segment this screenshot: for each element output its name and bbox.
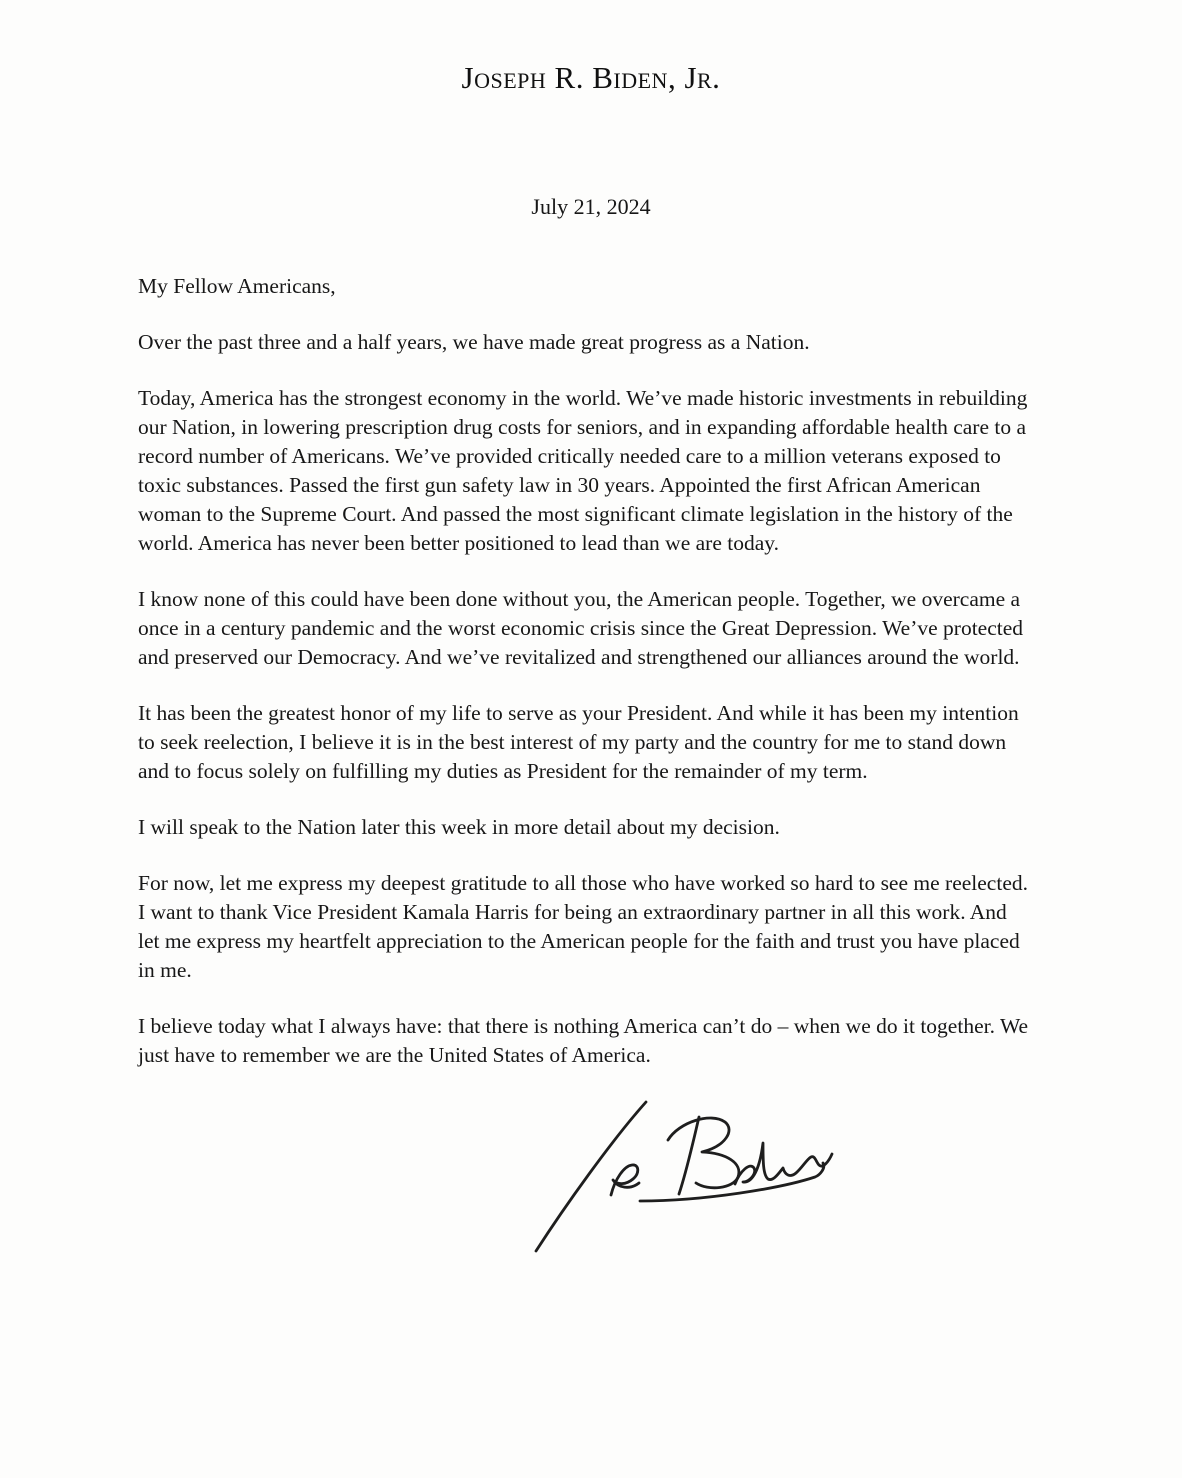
salutation: My Fellow Americans, [138,274,336,298]
paragraph: Over the past three and a half years, we have made great progress as a Nation. [138,330,810,354]
paragraph: For now, let me express my deepest gratitude to all those who have worked so hard to see me reelected. I want to thank Vice President Kamala Harris for being an extraordinary partner in all this work. And let me express my heartfelt appreciation to the American people for the faith and trust you have placed in me. [138,871,1028,982]
letter-date: July 21, 2024 [531,194,651,219]
letter-body [138,272,1032,1070]
paragraph: I know none of this could have been done without you, the American people. Together, we overcame a once in a century pandemic and the worst economic crisis since the Great Depression. We’ve protected and preserved our Democracy. And we’ve revitalized and strengthened our alliances around the world. [138,587,1024,669]
paragraph: It has been the greatest honor of my life to serve as your President. And while it has been my intention to seek reelection, I believe it is in the best interest of my party and the country for me to stand down and to focus solely on fulfilling my duties as President for the remainder of my term. [138,701,1019,783]
paragraph: I believe today what I always have: that there is nothing America can’t do – when we do it together. We just have to remember we are the United States of America. [138,1014,1029,1067]
paragraph: Today, America has the strongest economy in the world. We’ve made historic investments in rebuilding our Nation, in lowering prescription drug costs for seniors, and in expanding affordable health care to a record number of Americans. We’ve provided critically needed care to a million veterans exposed to toxic substances. Passed the first gun safety law in 30 years. Appointed the first African American woman to the Supreme Court. And passed the most significant climate legislation in the history of the world. America has never been better positioned to lead than we are today. [138,386,1028,555]
letterhead-name: Joseph R. Biden, Jr. [461,60,721,95]
paragraph: I will speak to the Nation later this week in more detail about my decision. [138,815,780,839]
signature-joe-biden-icon [480,1098,930,1283]
